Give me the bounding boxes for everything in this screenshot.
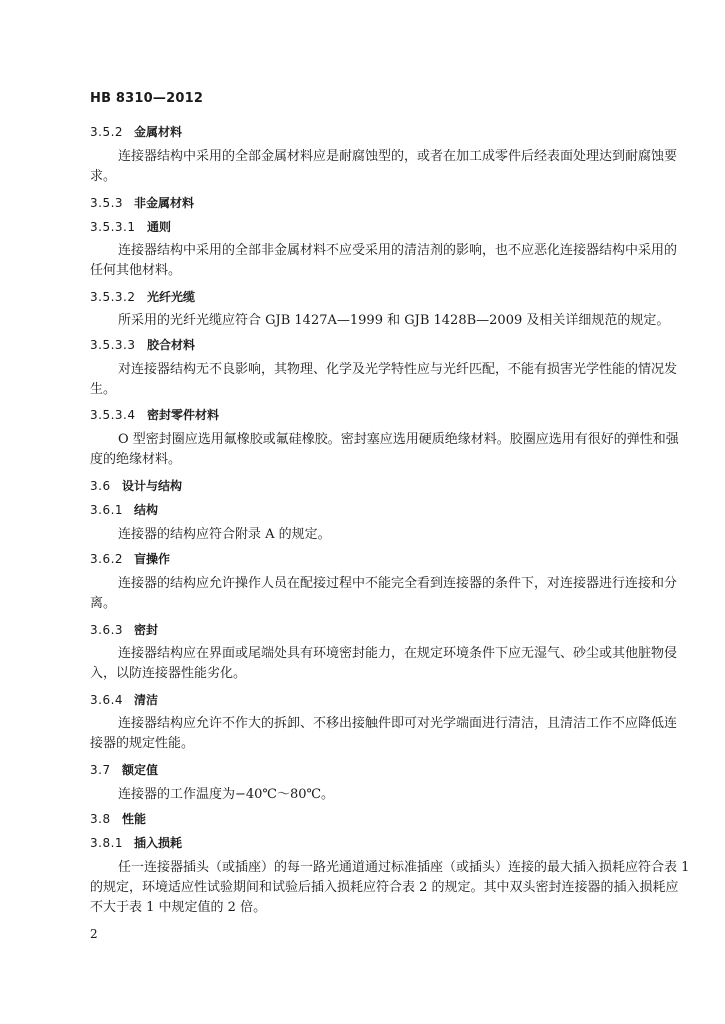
section-heading-3-6-3 bbox=[90, 622, 158, 638]
section-heading-3-6-2 bbox=[90, 551, 170, 567]
section-heading-3-7 bbox=[90, 762, 158, 778]
section-number: 3.6.3 bbox=[90, 623, 124, 637]
paragraph-line: 对连接器结构无不良影响，其物理、化学及光学特性应与光纤匹配，不能有损害光学性能的情况发 bbox=[118, 362, 678, 377]
section-number: 3.8.1 bbox=[90, 836, 124, 850]
section-title: 额定值 bbox=[122, 763, 159, 777]
paragraph-line: 生。 bbox=[90, 382, 117, 397]
paragraph-line: 连接器结构中采用的全部金属材料应是耐腐蚀型的，或者在加工成零件后经表面处理达到耐腐蚀要 bbox=[118, 149, 678, 164]
section-number: 3.7 bbox=[90, 763, 111, 777]
section-heading-3-6-1 bbox=[90, 502, 158, 518]
section-number: 3.5.3.3 bbox=[90, 338, 136, 352]
section-heading-3-5-3-3 bbox=[90, 337, 195, 353]
section-heading-3-5-3-4 bbox=[90, 407, 219, 423]
section-number: 3.5.3.4 bbox=[90, 408, 136, 422]
section-number: 3.5.3.2 bbox=[90, 290, 136, 304]
section-heading-3-8-1 bbox=[90, 835, 182, 851]
section-title: 插入损耗 bbox=[134, 836, 183, 850]
paragraph-line: 连接器的结构应允许操作人员在配接过程中不能完全看到连接器的条件下，对连接器进行连接和分 bbox=[118, 576, 678, 591]
paragraph-line: 不大于表 1 中规定值的 2 倍。 bbox=[90, 900, 267, 915]
paragraph-line: 入，以防连接器性能劣化。 bbox=[90, 666, 247, 681]
section-title: 性能 bbox=[122, 812, 147, 826]
section-number: 3.5.3.1 bbox=[90, 220, 136, 234]
section-heading-3-6 bbox=[90, 478, 182, 494]
paragraph-line: 连接器的工作温度为−40℃～80℃。 bbox=[118, 787, 335, 802]
section-title: 结构 bbox=[134, 503, 159, 517]
page-number: 2 bbox=[90, 927, 98, 941]
paragraph-line: 离。 bbox=[90, 596, 117, 611]
section-number: 3.5.3 bbox=[90, 196, 124, 210]
paragraph-line: 连接器的结构应符合附录 A 的规定。 bbox=[118, 527, 331, 542]
paragraph-line: 任一连接器插头（或插座）的每一路光通道通过标准插座（或插头）连接的最大插入损耗应符合表 1 bbox=[118, 860, 690, 875]
paragraph-line: 接器的规定性能。 bbox=[90, 736, 195, 751]
section-title: 非金属材料 bbox=[134, 196, 195, 210]
section-number: 3.5.2 bbox=[90, 125, 124, 139]
paragraph-line: 度的绝缘材料。 bbox=[90, 452, 182, 467]
section-heading-3-8 bbox=[90, 811, 146, 827]
section-number: 3.6.1 bbox=[90, 503, 124, 517]
section-number: 3.6.4 bbox=[90, 693, 124, 707]
section-heading-3-5-2 bbox=[90, 124, 182, 140]
paragraph-line: 所采用的光纤光缆应符合 GJB 1427A—1999 和 GJB 1428B—2009 及相关详细规范的规定。 bbox=[118, 313, 670, 328]
paragraph-line: 连接器结构应在界面或尾端处具有环境密封能力，在规定环境条件下应无湿气、砂尘或其他脏物侵 bbox=[118, 646, 678, 661]
paragraph-line: 任何其他材料。 bbox=[90, 263, 182, 278]
section-title: 设计与结构 bbox=[122, 479, 183, 493]
paragraph-line: 连接器结构应允许不作大的拆卸、不移出接触件即可对光学端面进行清洁，且清洁工作不应降低连 bbox=[118, 716, 678, 731]
section-title: 金属材料 bbox=[134, 125, 183, 139]
section-title: 通则 bbox=[147, 220, 172, 234]
section-number: 3.6.2 bbox=[90, 552, 124, 566]
section-title: 胶合材料 bbox=[147, 338, 196, 352]
paragraph-line: 求。 bbox=[90, 169, 117, 184]
paragraph-line: 的规定，环境适应性试验期间和试验后插入损耗应符合表 2 的规定。其中双头密封连接器的插入损耗应 bbox=[90, 880, 679, 895]
section-title: 密封零件材料 bbox=[147, 408, 220, 422]
paragraph-line: 连接器结构中采用的全部非金属材料不应受采用的清洁剂的影响，也不应恶化连接器结构中采用的 bbox=[118, 243, 678, 258]
section-number: 3.8 bbox=[90, 812, 111, 826]
section-title: 盲操作 bbox=[134, 552, 171, 566]
section-heading-3-5-3 bbox=[90, 195, 194, 211]
paragraph-line: O 型密封圈应选用氟橡胶或氟硅橡胶。密封塞应选用硬质绝缘材料。胶圈应选用有很好的弹性和强 bbox=[118, 432, 679, 447]
section-heading-3-5-3-1 bbox=[90, 219, 171, 235]
standard-code: HB 8310—2012 bbox=[90, 91, 204, 106]
section-title: 密封 bbox=[134, 623, 159, 637]
section-number: 3.6 bbox=[90, 479, 111, 493]
section-title: 清洁 bbox=[134, 693, 159, 707]
section-heading-3-5-3-2 bbox=[90, 289, 195, 305]
section-title: 光纤光缆 bbox=[147, 290, 196, 304]
section-heading-3-6-4 bbox=[90, 692, 158, 708]
